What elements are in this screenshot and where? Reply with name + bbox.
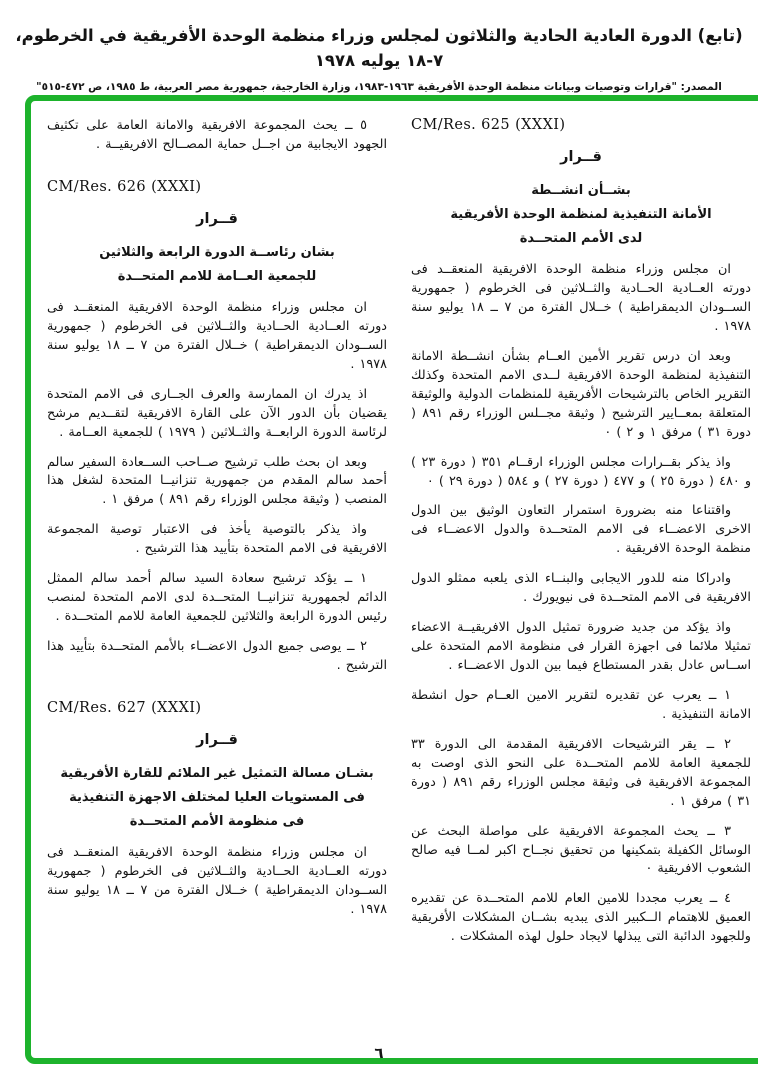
page-number: ٦ [374, 1044, 384, 1062]
resolution-subtitle-line: فى المستويات العليا لمختلف الاجهزة التنفيذية [69, 789, 365, 805]
paragraph: ٥ ــ يحث المجموعة الافريقية والامانة العامة على تكثيف الجهود الايجابية من اجــل حماية المصــالح الافريقيــة . [47, 118, 387, 152]
paragraph: وادراكا منه للدور الايجابى والبنــاء الذى يلعبه ممثلو الدول الافريقية فى الامم المتحــدة فى نيويورك . [411, 571, 751, 606]
source-citation: المصدر: "قرارات وتوصيات وبيانات منظمة الوحدة الأفريقية ١٩٦٣-١٩٨٣، وزارة الخارجية، جمهورية مصر العربية، ط ١٩٨٥، ص ٤٧٢-٥١٥" [36, 80, 722, 93]
paragraph: ١ ــ يؤكد ترشيح سعادة السيد سالم أحمد سالم الممثل الدائم لجمهورية تنزانيــا المتحــدة لدى الامم المتحدة لمنصب رئيس الدورة الرابعة والثلاثين للجمعية العامة للامم المتحــدة . [47, 571, 387, 625]
session-title: (تابع) الدورة العادية الحادية والثلاثون لمجلس وزراء منظمة الوحدة الأفريقية في الخرطوم، ٧-١٨ يوليه ١٩٧٨ [15, 26, 743, 70]
paragraph: ١ ــ يعرب عن تقديره لتقرير الامين العــام حول انشطة الامانة التنفيذية . [411, 687, 751, 722]
resolution-subtitle-line: بشــأن انشــطة [531, 183, 631, 198]
resolution-subtitle-line: لدى الأمم المتحــدة [519, 231, 643, 247]
resolution-subtitle [411, 179, 751, 251]
page-header [0, 0, 758, 93]
paragraph: ٤ ــ يعرب مجددا للامين العام للامم المتحــدة عن تقديره العميق للاهتمام الــكبير الذى يبديه بشــان المشكلات الأفريقية وللجهود الدائبة التى يبذلها لايجاد حلول لهذه المشكلات . [411, 891, 751, 945]
paragraph: واقتناعا منه بضرورة استمرار التعاون الوثيق بين الدول الاخرى الاعضــاء فى الامم المتحــدة والدول الاعضــاء فى منظمة الوحدة الافريقية . [411, 503, 751, 557]
column-left [47, 117, 387, 1048]
resolution-ref: CM/Res. 626 (XXXI) [47, 178, 202, 195]
paragraph: وبعد ان درس تقرير الأمين العــام بشأن انشــطة الامانة التنفيذية لمنظمة الوحدة الافريقية لــدى الامم المتحدة وكذلك التقرير الخاص بالترشيحات الأفريقية للمنظمات الدولية والوثيقة المتعلقة بمعــايير الترشيح ( وثيقة مجــلس الوزراء رقم ٨٩١ ( دورة ٣١ ) مرفق ١ و ٢ ) ٠ [411, 348, 751, 440]
resolution-subtitle-line: فى منظومة الأمم المتحــدة [129, 814, 305, 829]
paragraph: واذ يذكر بقــرارات مجلس الوزراء ارقــام ٣٥١ ( دورة ٢٣ ) و ٤٨٠ ( دورة ٢٥ ) و ٤٧٧ ( دورة ٢٧ ) و ٥٨٤ ( دورة ٢٩ ) ٠ [411, 454, 751, 489]
paragraph: ٢ ــ يوصى جميع الدول الاعضــاء بالأمم المتحــدة بتأييد هذا الترشيح . [47, 639, 387, 673]
resolution-ref: CM/Res. 625 (XXXI) [411, 117, 566, 133]
paragraph: ان مجلس وزراء منظمة الوحدة الافريقية المنعقــد فى دورته العــادية الحــادية والثــلاثين فى الخرطوم ( جمهورية الســودان الديمقراطية ) خــلال الفترة من ٧ ــ ١٨ يوليو سنة ١٩٧٨ . [411, 262, 751, 334]
resolution-title: قــرار [560, 149, 602, 165]
paragraph: ان مجلس وزراء منظمة الوحدة الافريقية المنعقــد فى دورته العــادية الحــادية والثــلاثين فى الخرطوم ( جمهورية الســودان الديمقراطية ) خــلال الفترة من ٧ ــ ١٨ يوليو سنة ١٩٧٨ . [47, 299, 387, 372]
resolution-ref: CM/Res. 627 (XXXI) [47, 699, 202, 716]
resolution-title: قــرار [196, 731, 238, 748]
resolution-subtitle [47, 241, 387, 289]
resolution-subtitle-line: الأمانة التنفيذية لمنظمة الوحدة الأفريقية [450, 207, 712, 223]
resolution-subtitle-line: للجمعية العــامة للامم المتحــدة [117, 268, 317, 284]
green-border-frame [25, 95, 758, 1064]
paragraph: ان مجلس وزراء منظمة الوحدة الافريقية المنعقــد فى دورته العــادية الحــادية والثــلاثين فى الخرطوم ( جمهورية الســودان الديمقراطية ) خــلال الفترة من ٧ ــ ١٨ يوليو سنة ١٩٧٨ . [47, 845, 387, 917]
resolution-title: قــرار [196, 210, 238, 227]
resolution-subtitle [47, 762, 387, 834]
paragraph: اذ يدرك ان الممارسة والعرف الجــارى فى الامم المتحدة يقضيان بأن الدور الآن على القارة الافريقية لتقــديم مرشح لرئاسة الدورة الرابعــة والثــلاثين ( ١٩٧٩ ) للجمعية العــامة . [47, 386, 387, 440]
resolution-subtitle-line: بشان رئاســة الدورة الرابعة والثلاثين [99, 244, 335, 260]
paragraph: ٣ ــ يحث المجموعة الافريقية على مواصلة البحث عن الوسائل الكفيلة بتمكينها من تحقيق نجــاح اكبر لمــا فيه صالح الشعوب الافريقية ٠ [411, 823, 751, 877]
paragraph: واذ يؤكد من جديد ضرورة تمثيل الدول الافريقيــة الاعضاء تمثيلا ملائما فى اجهزة القرار فى منظومة الامم المتحدة على اســاس عادل بقدر المستطاع فيما بين الدول الاعضــاء . [411, 620, 751, 674]
resolution-subtitle-line: بشـان مسالة التمثيل غير الملائم للقارة الأفريقية [60, 765, 374, 781]
column-right [411, 117, 751, 1048]
paragraph: وبعد ان بحث طلب ترشيح صــاحب الســعادة السفير سالم أحمد سالم المقدم من جمهورية تنزانيــا المتحدة لشغل هذا المنصب ( وثيقة مجلس الوزراء رقم ٨٩١ ) مرفق ١ . [47, 454, 387, 508]
paragraph: ٢ ــ يقر الترشيحات الافريقية المقدمة الى الدورة ٣٣ للجمعية العامة للامم المتحــدة على النحو الذى اوصت به المجموعة الافريقية فى وثيقة مجلس الوزراء رقم ٨٩١ ( دورة ٣١ ) مرفق ١ . [411, 736, 751, 809]
paragraph: واذ يذكر بالتوصية يأخذ فى الاعتبار توصية المجموعة الافريقية فى الامم المتحدة بتأييد هذا الترشيح . [47, 522, 387, 557]
